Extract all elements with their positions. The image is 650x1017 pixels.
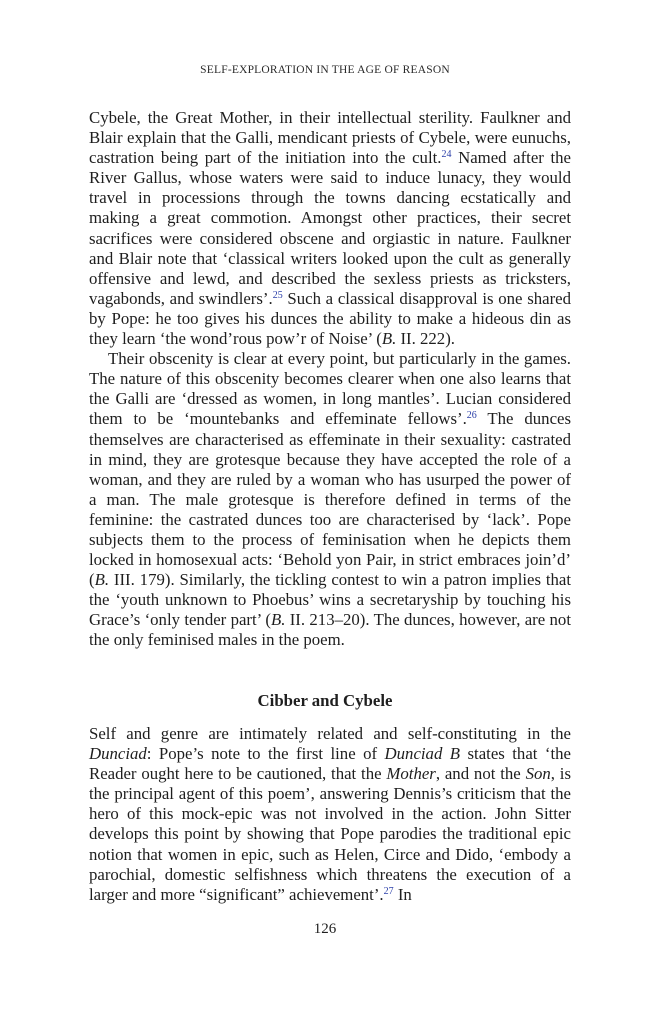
text-run: III. 179). Similarly, the tickling contest to win a patron implies that the ‘youth unknown to Phoebus’ wins a secretaryship by touching his Grace’s ‘only tender part’ (	[89, 570, 571, 630]
section-heading: Cibber and Cybele	[257, 691, 393, 710]
emphasis: Son	[525, 764, 551, 784]
text-run: : Pope’s note to the first line of	[146, 744, 385, 764]
citation-abbrev: B.	[270, 610, 286, 630]
text-run: states that ‘the Reader ought here to be cautioned, that the	[89, 744, 571, 784]
paragraph	[89, 349, 571, 650]
text-run: Their obscenity is clear at every point, but particularly in the games. The nature of this obscenity becomes clearer when one also learns that the Galli are ‘dressed as women, in long mantles’. Lucian considered them to be ‘mountebanks and effeminate fellows’.	[89, 349, 571, 429]
text-run: In	[393, 884, 412, 904]
paragraph	[89, 108, 571, 349]
footnote-ref-27[interactable]: 27	[383, 885, 394, 897]
footnote-ref-24[interactable]: 24	[441, 149, 452, 161]
text-run: The dunces themselves are characterised as effeminate in their sexuality: castrated in mind, they are grotesque because they have accepted the role of a woman, and they are ruled by a woman who has usurped the power of a man. The male grotesque is therefore defined in terms of the feminine: the castrated dunces too are characterised by ‘lack’. Pope subjects them to the process of feminisation when he depicts them locked in homosexual acts: ‘Behold yon Pair, in strict embraces join’d’ (	[89, 409, 571, 590]
body-text-upper	[89, 108, 571, 651]
text-run: Named after the River Gallus, whose waters were said to induce lunacy, they would travel in processions through the towns dancing ecstatically and making a great commotion. Amongst other practices, their secret sacrifices were considered obscene and orgiastic in nature. Faulkner and Blair note that ‘classical writers looked upon the cult as generally offensive and lewd, and described the sexless priests as tricksters, vagabonds, and swindlers’.	[89, 148, 571, 308]
page-number: 126	[313, 921, 337, 937]
body-text-lower	[89, 724, 571, 905]
emphasis: Mother	[386, 764, 436, 784]
citation-abbrev: B.	[94, 570, 110, 590]
footnote-ref-25[interactable]: 25	[272, 289, 283, 301]
text-run: II. 222).	[396, 329, 455, 349]
running-head: SELF-EXPLORATION IN THE AGE OF REASON	[200, 64, 450, 76]
text-run: , is the principal agent of this poem’, answering Dennis’s criticism that the hero of this mock-epic was not involved in the action. John Sitter develops this point by showing that Pope parodies the traditional epic notion that women in epic, such as Helen, Circe and Dido, ‘embody a parochial, domestic selfishness which threatens the execution of a larger and more “significant” achievement’.	[89, 764, 572, 904]
work-title: Dunciad B	[384, 744, 461, 764]
text-run: Cybele, the Great Mother, in their intellectual sterility. Faulkner and Blair explain that the Galli, mendicant priests of Cybele, were eunuchs, castration being part of the initiation into the cult.	[89, 108, 571, 168]
text-run: Self and genre are intimately related and self-constituting in the	[89, 724, 571, 743]
footnote-ref-26[interactable]: 26	[466, 410, 477, 422]
work-title: Dunciad	[89, 744, 147, 764]
text-run: Such a classical disapproval is one shared by Pope: he too gives his dunces the ability to make a hideous din as they learn ‘the wond’rous pow’r of Noise’ (	[89, 288, 571, 349]
paragraph	[89, 724, 571, 905]
text-run: II. 213–20). The dunces, however, are not the only feminised males in the poem.	[89, 610, 571, 650]
text-run: , and not the	[435, 764, 526, 784]
citation-abbrev: B.	[381, 329, 397, 349]
